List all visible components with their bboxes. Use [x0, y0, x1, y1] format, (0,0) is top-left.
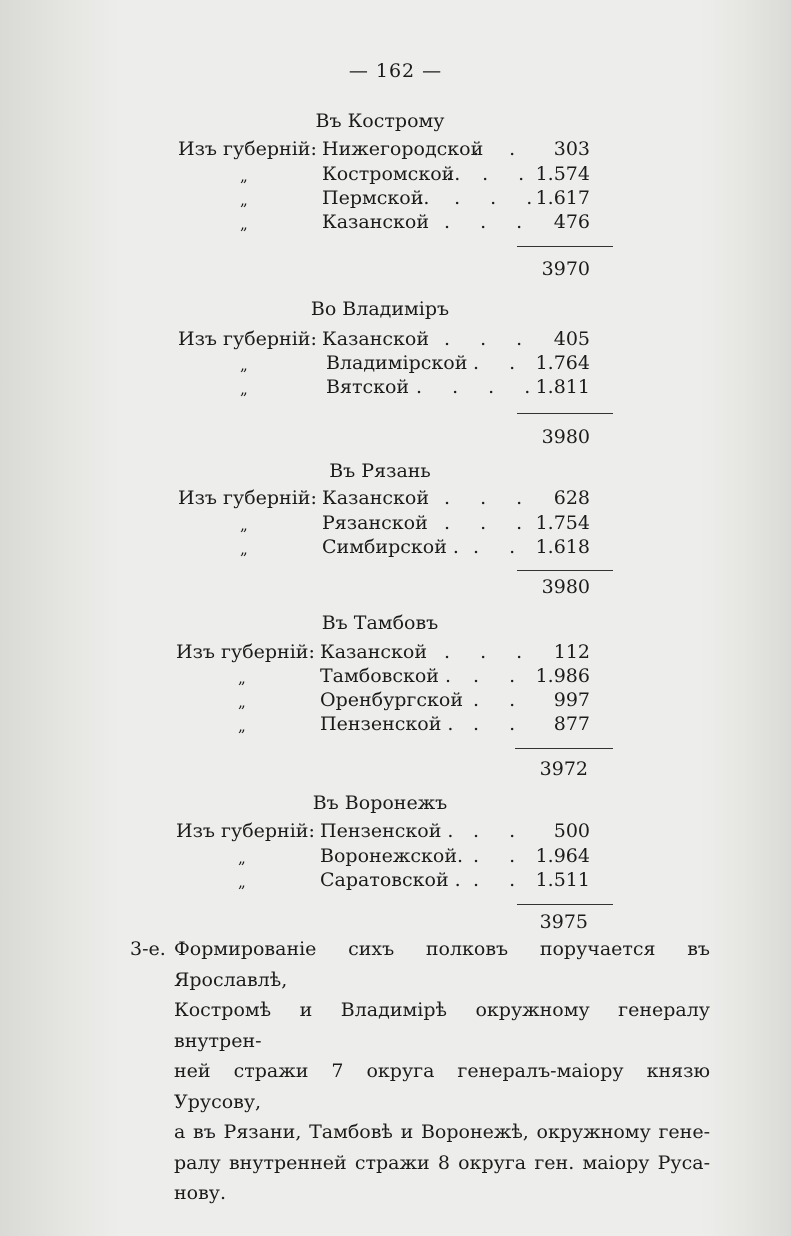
- table-row: [178, 536, 590, 562]
- row-value: 997: [553, 689, 590, 711]
- row-dots: . .: [473, 689, 528, 711]
- row-value: 112: [553, 641, 590, 663]
- row-value: 1.574: [535, 163, 590, 185]
- row-value: 405: [553, 328, 590, 350]
- table-row: [178, 376, 590, 402]
- table-row: [176, 665, 590, 691]
- row-dots: . .: [473, 869, 528, 891]
- row-lead: „: [240, 540, 248, 558]
- row-lead: „: [240, 191, 248, 209]
- row-value: 628: [553, 487, 590, 509]
- row-lead: „: [238, 717, 246, 735]
- row-dots: . . .: [446, 163, 537, 185]
- paragraph: [130, 934, 710, 1209]
- paragraph-line: Формированіе сихъ полковъ поручается въ Ярославлѣ,: [174, 938, 710, 991]
- paragraph-line: ралу внутренней стражи 8 округа ген. маіору Руса-: [174, 1151, 710, 1174]
- paragraph-line: ней стражи 7 округа генералъ-маіору князю Урусову,: [174, 1060, 710, 1113]
- row-lead: „: [240, 167, 248, 185]
- row-dots: . .: [473, 713, 528, 735]
- table-row: [176, 689, 590, 715]
- row-dots: . .: [473, 536, 528, 558]
- row-name: Казанской: [322, 487, 430, 509]
- paragraph-line: Костромѣ и Владимірѣ окружному генералу внутрен-: [174, 999, 710, 1052]
- page-number: — 162 —: [348, 60, 443, 82]
- row-dots: . . .: [444, 328, 535, 350]
- row-lead: „: [240, 516, 248, 534]
- row-lead: Изъ губерній:: [178, 138, 317, 160]
- row-name: Казанской: [322, 328, 430, 350]
- row-lead: Изъ губерній:: [178, 487, 317, 509]
- paragraph-number: 3-е.: [130, 938, 166, 960]
- table-row: [178, 512, 590, 538]
- row-lead: „: [238, 693, 246, 711]
- row-lead: Изъ губерній:: [176, 641, 315, 663]
- sum-rule: [517, 413, 613, 414]
- table-row: [178, 138, 590, 164]
- section-title-vladimir: Во Владиміръ: [310, 298, 450, 320]
- row-dots: . . . .: [418, 187, 545, 209]
- table-row: [176, 820, 590, 846]
- section-title-tambov: Въ Тамбовъ: [321, 612, 439, 634]
- row-name: Вятской: [326, 376, 410, 398]
- row-lead: Изъ губерній:: [178, 328, 317, 350]
- sum-rule: [517, 570, 613, 571]
- table-row: [178, 163, 590, 189]
- row-name: Воронежской.: [320, 845, 464, 867]
- row-name: Костромской.: [322, 163, 461, 185]
- row-name: Владимірской: [326, 352, 468, 374]
- table-row: [178, 187, 590, 213]
- table-row: [176, 641, 590, 667]
- row-value: 500: [553, 820, 590, 842]
- row-name: Тамбовской .: [320, 665, 452, 687]
- row-name: Пермской.: [322, 187, 430, 209]
- row-lead: „: [240, 215, 248, 233]
- section-title-ryazan: Въ Рязань: [329, 460, 431, 482]
- section-title-voronezh: Въ Воронежъ: [312, 792, 448, 814]
- row-dots: . . .: [444, 641, 535, 663]
- row-dots: . .: [473, 138, 528, 160]
- row-dots: . . .: [444, 487, 535, 509]
- row-dots: . .: [473, 665, 528, 687]
- row-value: 1.986: [535, 665, 590, 687]
- row-value: 1.764: [535, 352, 590, 374]
- row-dots: . .: [473, 845, 528, 867]
- row-lead: „: [240, 356, 248, 374]
- row-name: Рязанской: [322, 512, 428, 534]
- row-name: Саратовской .: [320, 869, 461, 891]
- row-value: 877: [553, 713, 590, 735]
- row-lead: Изъ губерній:: [176, 820, 315, 842]
- table-row: [178, 352, 590, 378]
- section-total: 3972: [539, 758, 588, 780]
- row-dots: . . .: [444, 211, 535, 233]
- paragraph-line: а въ Рязани, Тамбовѣ и Воронежѣ, окружному гене-: [174, 1121, 710, 1143]
- row-value: 1.811: [535, 376, 590, 398]
- section-total: 3970: [541, 258, 590, 280]
- row-value: 1.511: [535, 869, 590, 891]
- row-dots: . .: [473, 352, 528, 374]
- row-value: 476: [553, 211, 590, 233]
- paragraph-text: [174, 934, 710, 1209]
- row-value: 303: [553, 138, 590, 160]
- row-name: Пензенской .: [320, 820, 454, 842]
- table-row: [178, 211, 590, 237]
- section-total: 3975: [539, 911, 588, 933]
- row-lead: „: [238, 669, 246, 687]
- section-title-kostroma: Въ Кострому: [315, 110, 445, 132]
- row-dots: . . .: [444, 512, 535, 534]
- row-lead: „: [240, 380, 248, 398]
- row-dots: . .: [473, 820, 528, 842]
- row-name: Нижегородской: [322, 138, 484, 160]
- table-row: [178, 328, 590, 354]
- row-name: Казанской: [320, 641, 428, 663]
- table-row: [176, 869, 590, 895]
- section-total: 3980: [541, 576, 590, 598]
- row-name: Оренбургской: [320, 689, 464, 711]
- table-row: [176, 713, 590, 739]
- sum-rule: [515, 748, 613, 749]
- row-name: Казанской: [322, 211, 430, 233]
- section-total: 3980: [541, 426, 590, 448]
- row-lead: „: [238, 849, 246, 867]
- sum-rule: [517, 246, 613, 247]
- sum-rule: [517, 904, 613, 905]
- row-name: Симбирской .: [322, 536, 459, 558]
- paragraph-line: нову.: [174, 1182, 227, 1204]
- row-lead: „: [238, 873, 246, 891]
- table-row: [178, 487, 590, 513]
- row-dots: . . . .: [416, 376, 543, 398]
- row-value: 1.617: [535, 187, 590, 209]
- row-value: 1.618: [535, 536, 590, 558]
- table-row: [176, 845, 590, 871]
- row-name: Пензенской .: [320, 713, 454, 735]
- row-value: 1.754: [535, 512, 590, 534]
- row-value: 1.964: [535, 845, 590, 867]
